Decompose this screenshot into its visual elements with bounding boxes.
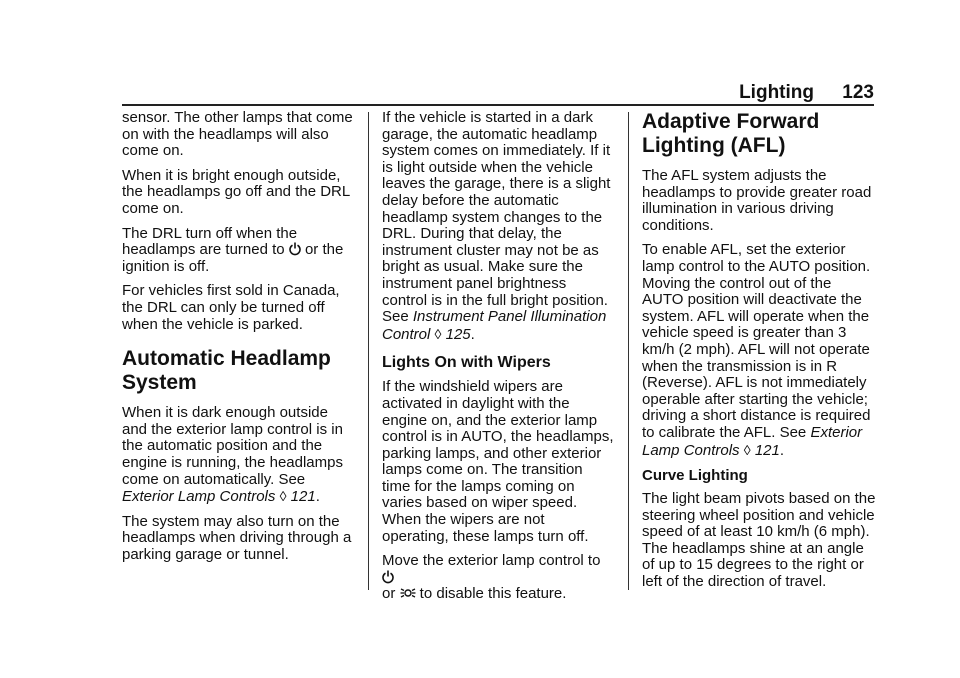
cross-reference-page[interactable]: 125 (445, 325, 471, 343)
section-title: Lighting (739, 82, 814, 103)
paragraph: sensor. The other lamps that come on with the headlamps will also come on. (122, 109, 353, 160)
parking-lamp-icon (400, 586, 416, 600)
heading-lights-on-wipers: Lights On with Wipers (382, 354, 551, 372)
page-reference-icon: ◊ (434, 325, 442, 342)
column-2 (382, 110, 614, 611)
power-off-icon (382, 570, 394, 584)
page-reference-icon: ◊ (279, 488, 287, 505)
page-header (0, 80, 960, 104)
paragraph: If the windshield wipers are activated in daylight with the engine on, and the exterior lamp control is in AUTO, the headlamps, parking lamps, and other exterior lamps come on. The transition time for the lamps coming on varies based on wiper speed. When the wipers are not operating, these lamps turn off. (382, 378, 614, 545)
paragraph: For vehicles first sold in Canada, the DRL can only be turned off when the vehicle is parked. (122, 282, 340, 333)
column-3 (642, 110, 876, 599)
cross-reference-link[interactable]: Instrument Panel Illumination Control (382, 308, 607, 343)
heading-afl: Adaptive Forward Lighting (AFL) (642, 110, 820, 157)
paragraph: The system may also turn on the headlamps when driving through a parking garage or tunnel. (122, 512, 352, 563)
cross-reference-page[interactable]: 121 (290, 488, 316, 506)
column-divider (368, 112, 369, 590)
heading-automatic-headlamp: Automatic Headlamp System (122, 347, 331, 395)
cross-reference-page[interactable]: 121 (754, 441, 780, 459)
paragraph: To enable AFL, set the exterior lamp control to the AUTO position. Moving the control out of the AUTO position will deactivate the system. AFL will operate when the vehicle speed is greater than 3 km/h (2 mph). AFL will not operate when the transmission is in R (Reverse). AFL is not immediately operable after starting the vehicle; driving a short distance is required to calibrate the AFL. See Exterior Lamp Controls ◊ 121. (642, 241, 871, 459)
heading-curve-lighting: Curve Lighting (642, 467, 748, 485)
paragraph: When it is bright enough outside, the headlamps go off and the DRL come on. (122, 166, 350, 217)
paragraph: When it is dark enough outside and the exterior lamp control is in the automatic position and the engine is running, the headlamps come on automatically. See Exterior Lamp Controls ◊ 121. (122, 404, 343, 506)
header-rule (122, 104, 874, 106)
paragraph: Move the exterior lamp control to or to disable this feature. (382, 552, 601, 603)
cross-reference-link[interactable]: Exterior Lamp Controls (122, 488, 276, 506)
column-1 (122, 110, 356, 571)
page-reference-icon: ◊ (743, 441, 751, 458)
power-off-icon (289, 242, 301, 256)
paragraph: The AFL system adjusts the headlamps to provide greater road illumination in various driving conditions. (642, 167, 872, 234)
paragraph: The light beam pivots based on the steering wheel position and vehicle speed of at least 10 km/h (6 mph). The headlamps shine at an angle of up to 15 degrees to the right or left of the direction of travel. (642, 490, 876, 591)
column-divider (628, 112, 629, 590)
page-number: 123 (842, 82, 874, 103)
paragraph: The DRL turn off when the headlamps are turned to or the ignition is off. (122, 224, 344, 275)
cross-reference-link[interactable]: Exterior Lamp Controls (642, 423, 863, 459)
paragraph: If the vehicle is started in a dark garage, the automatic headlamp system comes on immediately. If it is light outside when the vehicle leaves the garage, there is a slight delay before the automatic headlamp system changes to the DRL. During that delay, the instrument cluster may not be as bright as usual. Make sure the instrument panel brightness control is in the full bright position. See Instrument Panel Illumination Control ◊ 125. (382, 109, 611, 343)
